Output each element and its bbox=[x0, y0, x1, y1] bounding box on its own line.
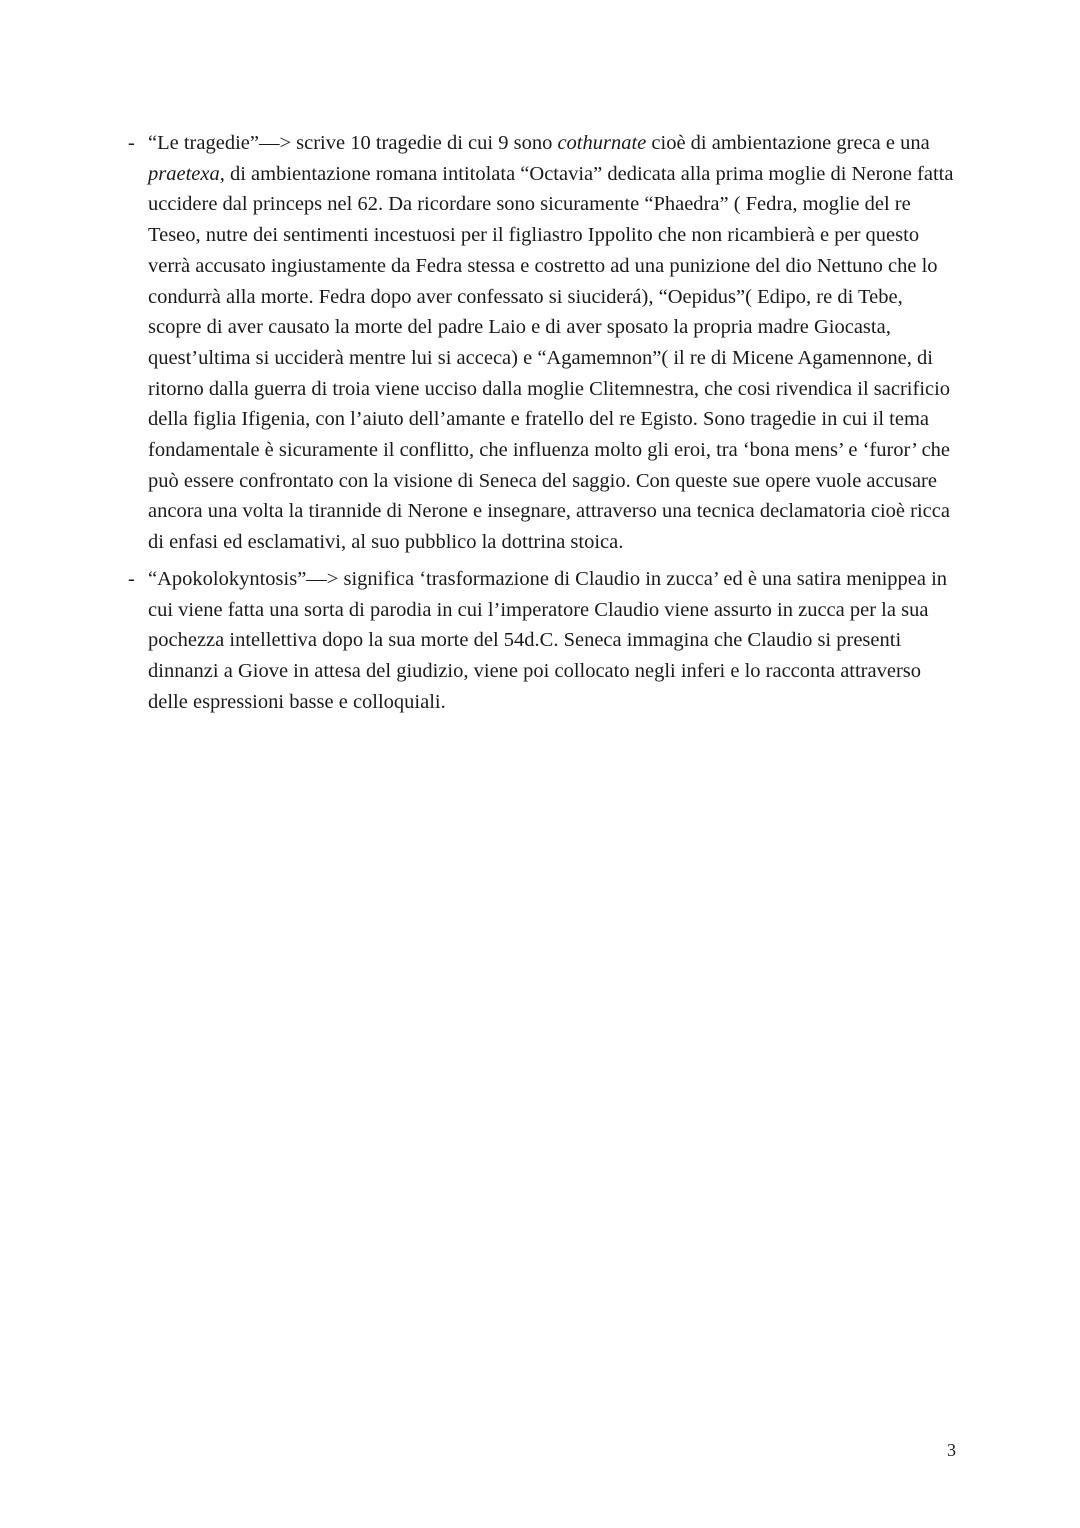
text-segment: “Apokolokyntosis”—> significa ‘trasformazione di Claudio in zucca’ ed è una satira menippea in cui viene fatta una sorta di parodia in cui l’imperatore Claudio viene assurto in zucca per la sua pochezza intellettiva dopo la sua morte del 54d.C. Seneca immagina che Claudio si presenti dinnanzi a Giove in attesa del giudizio, viene poi collocato negli inferi e lo racconta attraverso delle espressioni basse e colloquiali. bbox=[148, 567, 948, 713]
list-bullet: - bbox=[128, 132, 135, 154]
list-item-text bbox=[148, 568, 947, 713]
page-number: 3 bbox=[947, 1440, 956, 1460]
text-segment: di ambientazione romana intitolata “Octavia” dedicata alla prima moglie di Nerone fatta uccidere dal princeps nel 62. Da ricordare sono sicuramente “Phaedra” ( Fedra, moglie del re Teseo, nutre dei sentimenti incestuosi per il figliastro Ippolito che non ricambierà e per questo verrà accusato ingiustamente da Fedra stessa e costretto ad una punizione del dio Nettuno che lo condurrà alla morte. Fedra dopo aver confessato si siuciderá), “Oepidus”( Edipo, re di Tebe, scopre di aver causato la morte del padre Laio e di aver sposato la propria madre Giocasta, quest’ultima si ucciderà mentre lui si acceca) e “Agamemnon”( il re di Micene Agamennone, di ritorno dalla guerra di troia viene ucciso dalla moglie Clitemnestra, che cosi rivendica il sacrificio della figlia Ifigenia, con l’aiuto dell’amante e fratello del re Egisto. Sono tragedie in cui il tema fondamentale è sicuramente il conflitto, che influenza molto gli eroi, tra ‘bona mens’ e ‘furor’ che può essere confrontato con la visione di Seneca del saggio. Con queste sue opere vuole accusare ancora una volta la tirannide di Nerone e insegnare, attraverso una tecnica declamatoria cioè ricca di enfasi ed esclamativi, al suo pubblico la dottrina stoica. bbox=[148, 162, 954, 554]
list-bullet: - bbox=[128, 567, 135, 590]
italic-term: cothurnate bbox=[557, 132, 647, 154]
list-item bbox=[128, 128, 958, 558]
text-segment: “Le tragedie”—> scrive 10 tragedie di cui 9 sono bbox=[148, 132, 558, 154]
italic-term: praetexa, bbox=[148, 162, 225, 185]
list-item-text bbox=[148, 132, 953, 553]
list-item bbox=[128, 564, 958, 718]
document-body bbox=[128, 128, 958, 723]
text-segment: cioè di ambientazione greca e una bbox=[646, 132, 930, 154]
